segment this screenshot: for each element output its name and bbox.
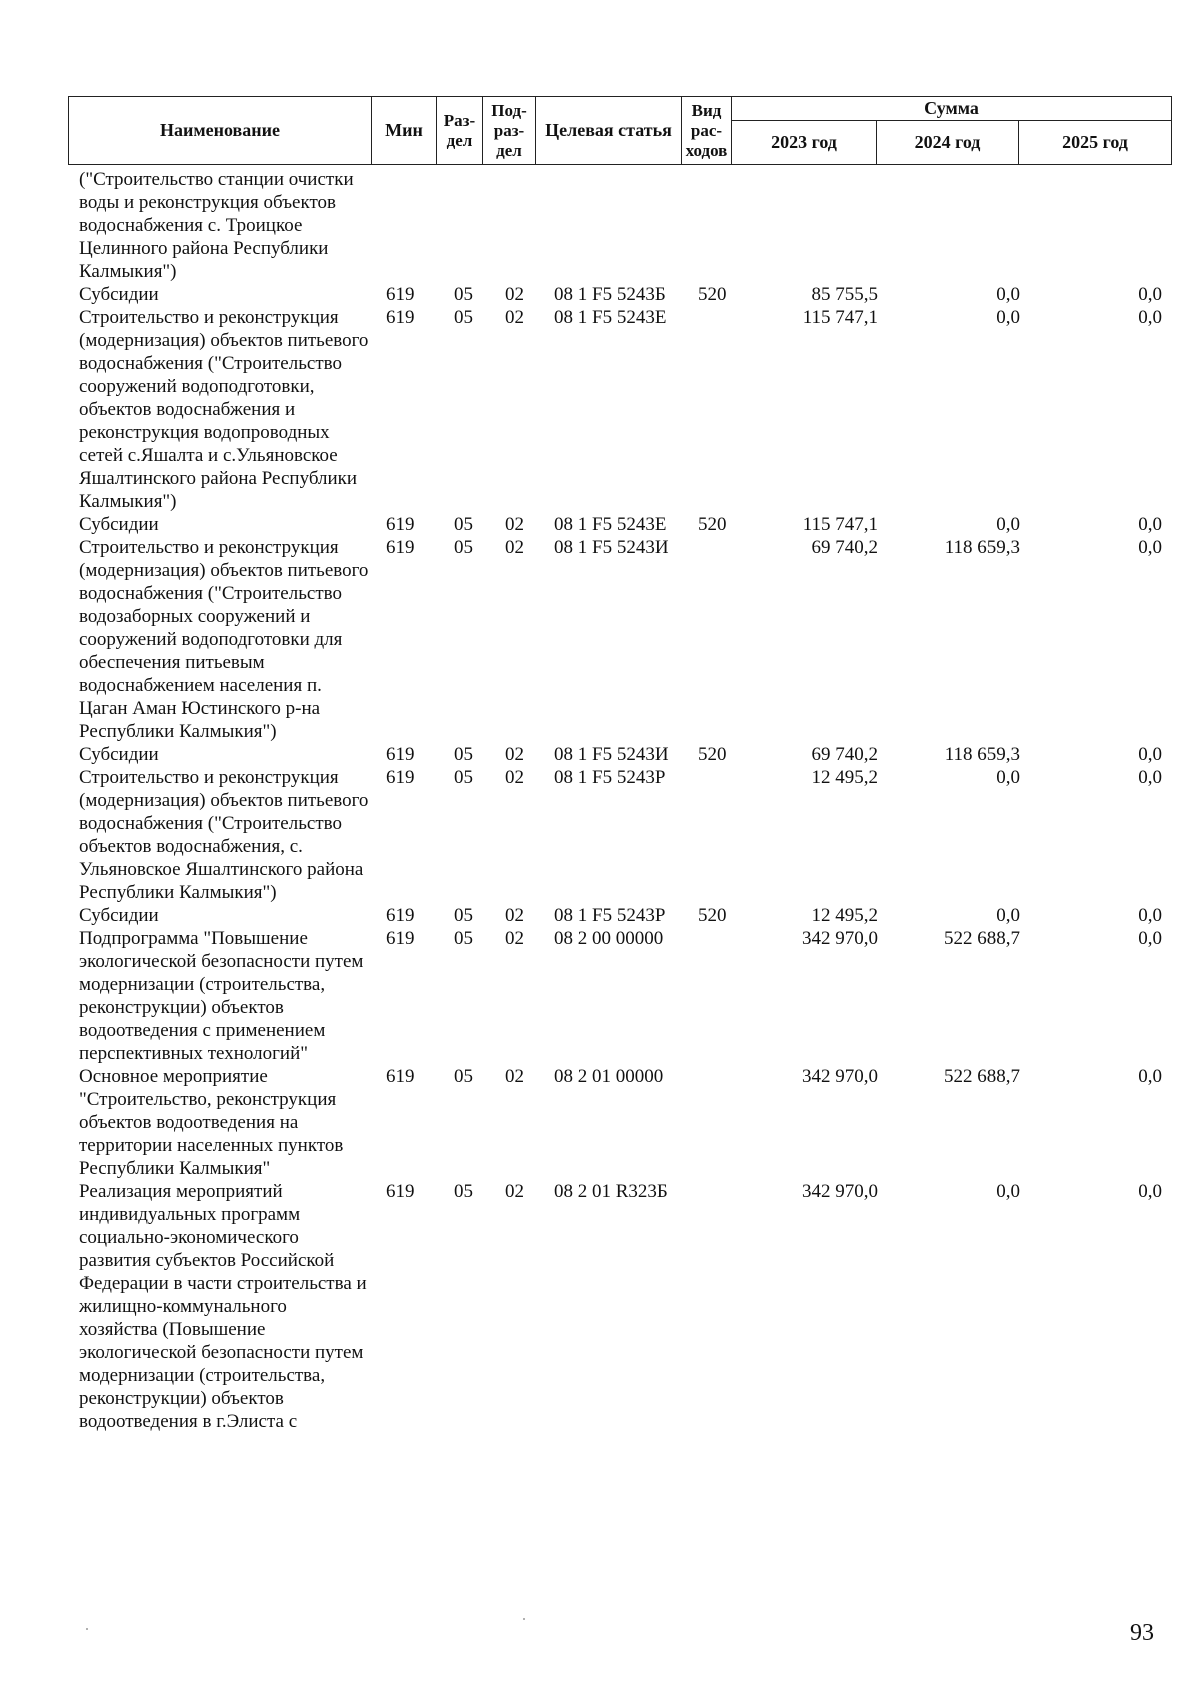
header-podrazdel-label: Под-раз-дел: [491, 100, 527, 160]
header-razdel: [437, 97, 483, 165]
table-row: [0, 513, 1200, 536]
row-2023: 115 747,1: [802, 514, 878, 535]
row-2023: 85 755,5: [811, 284, 878, 305]
row-2024: 118 659,3: [944, 537, 1020, 558]
row-cs: 08 2 00 00000: [554, 928, 664, 949]
row-cs: 08 2 01 R323Б: [554, 1181, 668, 1202]
row-min: 619: [386, 514, 415, 535]
row-2023: 342 970,0: [802, 1181, 878, 1202]
row-razdel: 05: [454, 905, 473, 926]
header-summa: Сумма: [732, 97, 1172, 121]
row-2024: 0,0: [996, 767, 1020, 788]
row-2025: 0,0: [1138, 1181, 1162, 1202]
row-2025: 0,0: [1138, 1066, 1162, 1087]
table-row: [0, 1065, 1200, 1180]
row-min: 619: [386, 1181, 415, 1202]
row-2023: 69 740,2: [811, 744, 878, 765]
header-razdel-label: Раз-дел: [443, 110, 476, 150]
table-row: [0, 536, 1200, 743]
row-razdel: 05: [454, 1066, 473, 1087]
row-podrazdel: 02: [505, 767, 524, 788]
row-2023: 115 747,1: [802, 307, 878, 328]
table-row: [0, 766, 1200, 904]
row-razdel: 05: [454, 744, 473, 765]
row-2025: 0,0: [1138, 514, 1162, 535]
row-2025: 0,0: [1138, 905, 1162, 926]
row-razdel: 05: [454, 284, 473, 305]
table-body: [0, 168, 1200, 1433]
table-header: [68, 96, 1172, 165]
row-name: Субсидии: [79, 284, 159, 305]
row-2025: 0,0: [1138, 767, 1162, 788]
header-podrazdel: [483, 97, 536, 165]
table-row: [0, 1180, 1200, 1433]
row-podrazdel: 02: [505, 744, 524, 765]
row-name: Субсидии: [79, 514, 159, 535]
row-2024: 0,0: [996, 284, 1020, 305]
scan-speck: [86, 1628, 88, 1630]
table-row: [0, 743, 1200, 766]
row-2024: 0,0: [996, 307, 1020, 328]
row-2023: 69 740,2: [811, 537, 878, 558]
row-razdel: 05: [454, 928, 473, 949]
header-cs: Целевая статья: [536, 97, 682, 165]
row-2025: 0,0: [1138, 744, 1162, 765]
header-vid: [682, 97, 732, 165]
row-name: Строительство и реконструкция (модернизация) объектов питьевого водоснабжения ("Строительство водозаборных сооружений и сооружений водоподготовки для обеспечения питьевым водоснабжением населения п. Цаган Аман Юстинского р-на Республики Калмыкия"): [79, 537, 369, 742]
row-2023: 342 970,0: [802, 928, 878, 949]
row-min: 619: [386, 767, 415, 788]
row-2023: 12 495,2: [811, 767, 878, 788]
row-cs: 08 1 F5 5243И: [554, 537, 669, 558]
header-vid-label: Вид рас-ходов: [685, 100, 728, 160]
header-name: Наименование: [69, 97, 372, 165]
row-podrazdel: 02: [505, 307, 524, 328]
row-min: 619: [386, 284, 415, 305]
row-razdel: 05: [454, 1181, 473, 1202]
row-name: ("Строительство станции очистки воды и реконструкция объектов водоснабжения с. Троицкое Целинного района Республики Калмыкия"): [79, 169, 354, 282]
row-cs: 08 1 F5 5243И: [554, 744, 669, 765]
row-podrazdel: 02: [505, 1181, 524, 1202]
row-2024: 522 688,7: [944, 928, 1020, 949]
row-vid: 520: [698, 284, 727, 305]
row-razdel: 05: [454, 307, 473, 328]
row-cs: 08 1 F5 5243Б: [554, 284, 666, 305]
row-min: 619: [386, 537, 415, 558]
row-min: 619: [386, 307, 415, 328]
row-name: Подпрограмма "Повышение экологической безопасности путем модернизации (строительства, реконструкции) объектов водоотведения с применением перспективных технологий": [79, 928, 364, 1064]
row-vid: 520: [698, 744, 727, 765]
header-2025: 2025 год: [1019, 121, 1172, 165]
table-row: [0, 306, 1200, 513]
header-2023: 2023 год: [732, 121, 877, 165]
row-2024: 0,0: [996, 905, 1020, 926]
row-min: 619: [386, 1066, 415, 1087]
header-2024: 2024 год: [877, 121, 1019, 165]
scan-speck: [523, 1618, 525, 1620]
row-podrazdel: 02: [505, 537, 524, 558]
row-cs: 08 1 F5 5243Р: [554, 767, 666, 788]
row-2025: 0,0: [1138, 307, 1162, 328]
row-name: Реализация мероприятий индивидуальных программ социально-экономического развития субъектов Российской Федерации в части строительства и жилищно-коммунального хозяйства (Повышение экологической безопасности путем модернизации (строительства, реконструкции) объектов водоотведения в г.Элиста с: [79, 1181, 367, 1432]
table-row: [0, 283, 1200, 306]
row-podrazdel: 02: [505, 1066, 524, 1087]
row-podrazdel: 02: [505, 514, 524, 535]
table-row: [0, 168, 1200, 283]
row-podrazdel: 02: [505, 905, 524, 926]
row-podrazdel: 02: [505, 284, 524, 305]
row-razdel: 05: [454, 537, 473, 558]
row-2024: 0,0: [996, 1181, 1020, 1202]
row-2024: 522 688,7: [944, 1066, 1020, 1087]
row-cs: 08 2 01 00000: [554, 1066, 664, 1087]
row-min: 619: [386, 905, 415, 926]
row-2024: 0,0: [996, 514, 1020, 535]
row-vid: 520: [698, 514, 727, 535]
row-name: Строительство и реконструкция (модернизация) объектов питьевого водоснабжения ("Строительство объектов водоснабжения, с. Ульяновское Яшалтинского района Республики Калмыкия"): [79, 767, 369, 903]
row-name: Строительство и реконструкция (модернизация) объектов питьевого водоснабжения ("Строительство сооружений водоподготовки, объектов водоснабжения и реконструкция водопроводных сетей с.Яшалта и с.Ульяновское Яшалтинского района Республики Калмыкия"): [79, 307, 369, 512]
table-row: [0, 904, 1200, 927]
page-number: 93: [1130, 1620, 1154, 1646]
row-cs: 08 1 F5 5243Е: [554, 514, 667, 535]
row-2025: 0,0: [1138, 928, 1162, 949]
row-name: Субсидии: [79, 744, 159, 765]
row-razdel: 05: [454, 767, 473, 788]
row-min: 619: [386, 744, 415, 765]
row-min: 619: [386, 928, 415, 949]
row-name: Субсидии: [79, 905, 159, 926]
row-2023: 342 970,0: [802, 1066, 878, 1087]
table-row: [0, 927, 1200, 1065]
row-cs: 08 1 F5 5243Р: [554, 905, 666, 926]
row-name: Основное мероприятие "Строительство, реконструкция объектов водоотведения на территории населенных пунктов Республики Калмыкия": [79, 1066, 344, 1179]
row-2025: 0,0: [1138, 537, 1162, 558]
row-2024: 118 659,3: [944, 744, 1020, 765]
row-vid: 520: [698, 905, 727, 926]
row-cs: 08 1 F5 5243Е: [554, 307, 667, 328]
row-podrazdel: 02: [505, 928, 524, 949]
row-2023: 12 495,2: [811, 905, 878, 926]
row-razdel: 05: [454, 514, 473, 535]
header-min: Мин: [372, 97, 437, 165]
row-2025: 0,0: [1138, 284, 1162, 305]
